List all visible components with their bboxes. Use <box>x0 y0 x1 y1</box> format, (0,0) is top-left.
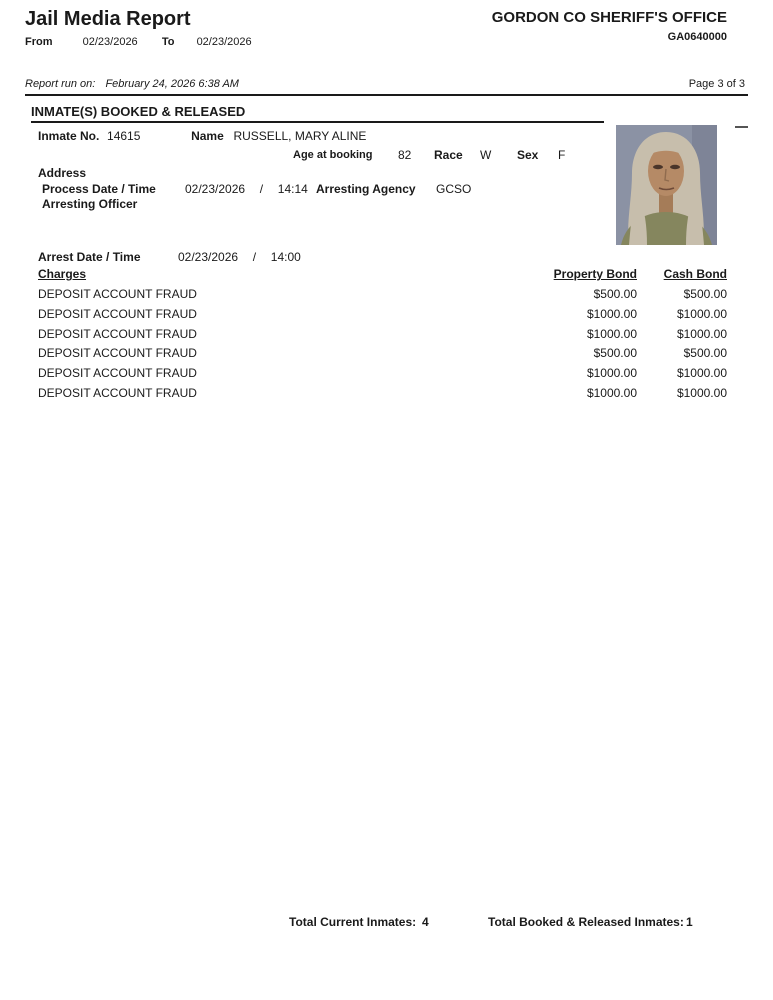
inmate-no-row <box>38 129 366 143</box>
age-value: 82 <box>398 148 412 162</box>
total-current-inmates-value: 4 <box>422 915 429 929</box>
charge-row-cash-bond: $500.00 <box>683 287 727 301</box>
mugshot-illustration <box>616 125 717 245</box>
charge-row-cash-bond: $1000.00 <box>676 366 727 380</box>
page-indicator: Page 3 of 3 <box>688 78 745 90</box>
date-range-row <box>25 36 252 48</box>
report-run-row <box>25 78 239 90</box>
arrest-date-label: Arrest Date / Time <box>38 250 141 264</box>
name-value: RUSSELL, MARY ALINE <box>233 129 367 143</box>
report-run-value: February 24, 2026 6:38 AM <box>105 78 239 90</box>
total-current-inmates-label: Total Current Inmates: <box>289 915 417 929</box>
property-bond-column-header: Property Bond <box>553 267 637 281</box>
to-date-value: 02/23/2026 <box>196 36 252 48</box>
race-label: Race <box>434 148 463 162</box>
charges-column-header: Charges <box>38 267 87 281</box>
arrest-date-sep: / <box>252 250 257 264</box>
charge-row-property-bond: $500.00 <box>593 287 637 301</box>
arrest-time-value: 14:00 <box>270 250 301 264</box>
process-date-sep: / <box>259 182 264 196</box>
report-title: Jail Media Report <box>25 8 191 30</box>
page-corner-mark <box>735 126 748 128</box>
charge-row-property-bond: $1000.00 <box>586 386 637 400</box>
cash-bond-column-header: Cash Bond <box>663 267 727 281</box>
from-label: From <box>25 36 53 48</box>
total-booked-released-label: Total Booked & Released Inmates: <box>488 915 684 929</box>
report-run-label: Report run on: <box>25 78 96 90</box>
total-booked-released-value: 1 <box>686 915 693 929</box>
charge-row-property-bond: $1000.00 <box>586 327 637 341</box>
sex-value: F <box>558 148 566 162</box>
address-label: Address <box>38 166 87 180</box>
from-date-value: 02/23/2026 <box>82 36 138 48</box>
name-label: Name <box>191 129 224 143</box>
left-eye <box>653 165 663 169</box>
charge-row-name: DEPOSIT ACCOUNT FRAUD <box>38 366 197 380</box>
charge-row-name: DEPOSIT ACCOUNT FRAUD <box>38 386 197 400</box>
section-title: INMATE(S) BOOKED & RELEASED <box>31 104 246 119</box>
sex-label: Sex <box>517 148 539 162</box>
charge-row-property-bond: $1000.00 <box>586 366 637 380</box>
charge-row-cash-bond: $1000.00 <box>676 327 727 341</box>
right-eye <box>670 165 680 169</box>
arrest-date-value: 02/23/2026 <box>178 250 239 264</box>
inmate-no-value: 14615 <box>107 129 141 143</box>
charge-row-property-bond: $1000.00 <box>586 307 637 321</box>
process-date-value: 02/23/2026 <box>185 182 246 196</box>
section-divider <box>31 121 604 123</box>
office-code: GA0640000 <box>667 31 727 43</box>
arresting-officer-label: Arresting Officer <box>42 197 138 211</box>
process-time-value: 14:14 <box>277 182 308 196</box>
charge-row-name: DEPOSIT ACCOUNT FRAUD <box>38 327 197 341</box>
charge-row-name: DEPOSIT ACCOUNT FRAUD <box>38 287 197 301</box>
to-label: To <box>161 36 175 48</box>
header-divider <box>25 94 748 96</box>
charge-row-name: DEPOSIT ACCOUNT FRAUD <box>38 307 197 321</box>
charge-row-name: DEPOSIT ACCOUNT FRAUD <box>38 346 197 360</box>
age-at-booking-label: Age at booking <box>293 149 373 161</box>
mugshot-photo <box>616 125 717 245</box>
process-date-label: Process Date / Time <box>42 182 156 196</box>
process-date-value-row <box>185 182 308 196</box>
inmate-no-label: Inmate No. <box>38 129 100 143</box>
arresting-agency-label: Arresting Agency <box>316 182 416 196</box>
charge-row-property-bond: $500.00 <box>593 346 637 360</box>
charge-row-cash-bond: $1000.00 <box>676 307 727 321</box>
arresting-agency-value: GCSO <box>436 182 472 196</box>
office-name: GORDON CO SHERIFF'S OFFICE <box>491 9 727 26</box>
charge-row-cash-bond: $500.00 <box>683 346 727 360</box>
race-value: W <box>480 148 492 162</box>
arrest-date-value-row <box>178 250 301 264</box>
charge-row-cash-bond: $1000.00 <box>676 386 727 400</box>
